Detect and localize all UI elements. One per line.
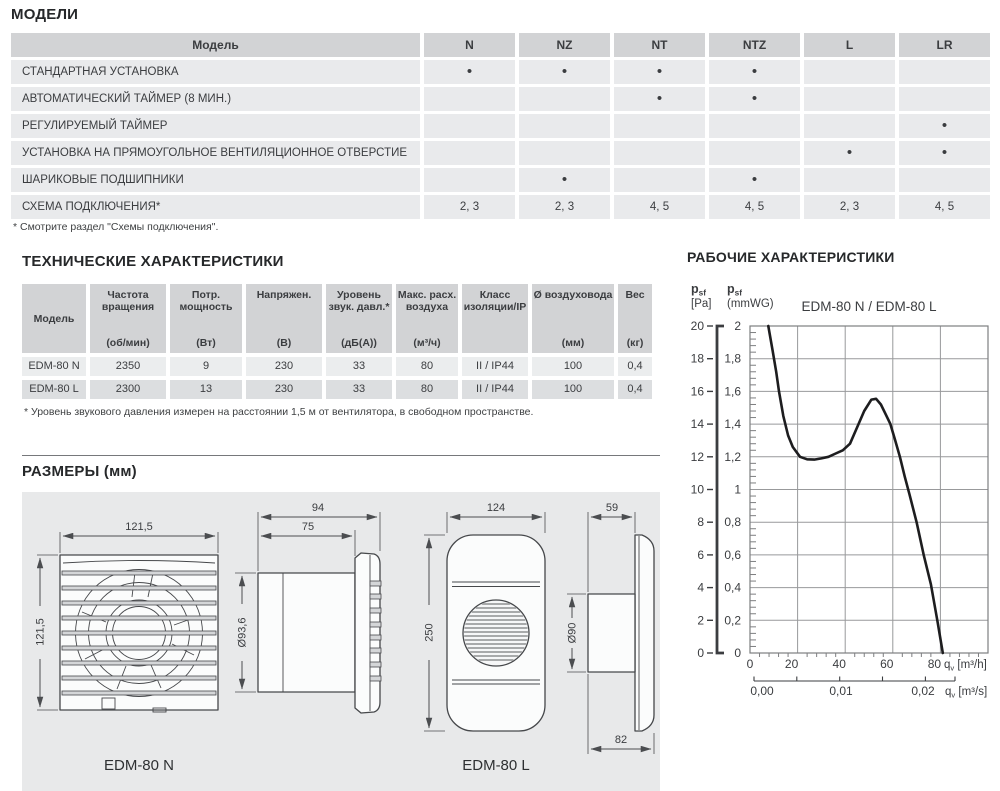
feature-cell: 4, 5 xyxy=(899,195,990,219)
tech-column-header xyxy=(462,284,528,353)
dimensions-title: РАЗМЕРЫ (мм) xyxy=(22,463,137,480)
tech-value-cell: 230 xyxy=(246,380,322,399)
edm80n-label: EDM-80 N xyxy=(103,757,175,774)
models-title: МОДЕЛИ xyxy=(11,6,79,23)
pa-tick-label: 14 xyxy=(690,417,704,432)
tech-column-header xyxy=(170,284,242,353)
mmwg-tick-label: 0,6 xyxy=(724,547,741,562)
feature-cell xyxy=(804,168,895,192)
feature-label: УСТАНОВКА НА ПРЯМОУГОЛЬНОЕ ВЕНТИЛЯЦИОННОЕ ОТВЕРСТИЕ xyxy=(11,141,420,165)
dimension-drawings xyxy=(22,492,660,791)
model-column-lr: LR xyxy=(899,33,990,57)
feature-cell: • xyxy=(614,87,705,111)
tech-column-unit: (В) xyxy=(276,337,292,349)
x-tick-label: 40 xyxy=(832,657,846,671)
x2-axis-unit: $q_v$ [m³/s] xyxy=(945,686,988,700)
x2-tick-label: 0,01 xyxy=(829,684,853,698)
x-tick-label: 20 xyxy=(784,657,799,671)
dim-l-height: 250 xyxy=(423,623,436,642)
pa-axis-bracket xyxy=(717,326,724,653)
feature-cell: • xyxy=(709,60,800,84)
x-tick-label: 0 xyxy=(746,657,754,671)
tech-row-edm-80-n xyxy=(22,357,652,376)
feature-cell: • xyxy=(424,60,515,84)
pa-tick-label: 18 xyxy=(690,351,704,366)
model-column-l: L xyxy=(804,33,895,57)
models-header-row xyxy=(11,33,990,57)
feature-cell xyxy=(519,114,610,138)
tech-column-header xyxy=(532,284,614,353)
tech-value-cell: 100 xyxy=(532,380,614,399)
tech-header-row xyxy=(22,284,652,353)
tech-column-header xyxy=(90,284,166,353)
models-row xyxy=(11,141,990,165)
tech-row-edm-80-l xyxy=(22,380,652,399)
tech-value-cell: 2350 xyxy=(90,357,166,376)
mmwg-tick-label: 0,8 xyxy=(724,515,741,530)
tech-footnote: * Уровень звукового давления измерен на расстоянии 1,5 м от вентилятора, в свободном пространстве. xyxy=(24,406,534,418)
performance-title: РАБОЧИЕ ХАРАКТЕРИСТИКИ xyxy=(687,249,895,265)
model-column-ntz: NTZ xyxy=(709,33,800,57)
edm80n-front-view xyxy=(35,521,219,774)
dim-n-width: 121,5 xyxy=(125,521,153,533)
tech-column-unit: (кг) xyxy=(626,337,644,349)
dim-n-duct-diameter: Ø93,6 xyxy=(236,617,249,648)
x2-tick-label: 0,00 xyxy=(750,684,774,698)
tech-value-cell: 230 xyxy=(246,357,322,376)
tech-column-name: Класс изоляции/IP xyxy=(463,289,527,313)
dimensions-panel xyxy=(22,492,660,791)
feature-cell: • xyxy=(709,168,800,192)
feature-cell: • xyxy=(804,141,895,165)
tech-column-name: Потр. мощность xyxy=(179,289,233,313)
mmwg-tick-label: 1,8 xyxy=(724,351,741,366)
tech-column-header xyxy=(246,284,322,353)
tech-column-unit: (мм) xyxy=(561,337,585,349)
feature-cell xyxy=(804,114,895,138)
tech-value-cell: II / IP44 xyxy=(462,357,528,376)
model-name-cell: EDM-80 L xyxy=(22,380,86,399)
tech-column-unit: (об/мин) xyxy=(106,337,150,349)
chart-title: EDM-80 N / EDM-80 L xyxy=(801,299,937,314)
edm80l-side-view xyxy=(567,502,655,754)
dim-l-width: 124 xyxy=(486,502,506,514)
models-footnote: * Смотрите раздел "Схемы подключения". xyxy=(13,221,219,233)
feature-cell xyxy=(709,141,800,165)
mmwg-tick-label: 1,6 xyxy=(724,384,741,399)
feature-cell xyxy=(424,114,515,138)
pa-tick-label: 0 xyxy=(697,646,704,660)
pa-tick-label: 16 xyxy=(690,384,704,399)
feature-cell xyxy=(424,168,515,192)
tech-column-name: Модель xyxy=(33,313,75,325)
tech-value-cell: 2300 xyxy=(90,380,166,399)
feature-cell: 2, 3 xyxy=(804,195,895,219)
models-row xyxy=(11,114,990,138)
feature-cell xyxy=(614,168,705,192)
feature-cell: • xyxy=(614,60,705,84)
models-header-model: Модель xyxy=(11,33,420,57)
feature-cell: 2, 3 xyxy=(424,195,515,219)
edm80l-label: EDM-80 L xyxy=(462,757,530,774)
x2-tick-label: 0,02 xyxy=(911,684,935,698)
tech-column-header xyxy=(22,284,86,353)
dim-l-depth-total: 82 xyxy=(614,734,628,746)
model-column-nt: NT xyxy=(614,33,705,57)
tech-value-cell: 13 xyxy=(170,380,242,399)
pa-tick-label: 4 xyxy=(697,580,704,595)
feature-label: РЕГУЛИРУЕМЫЙ ТАЙМЕР xyxy=(11,114,420,138)
model-name-cell: EDM-80 N xyxy=(22,357,86,376)
feature-cell: • xyxy=(899,114,990,138)
tech-value-cell: 9 xyxy=(170,357,242,376)
x-tick-label: 80 xyxy=(927,657,942,671)
tech-column-name: Напряжен. xyxy=(256,289,312,301)
dim-l-duct-diameter: Ø90 xyxy=(566,622,579,644)
models-row xyxy=(11,195,990,219)
mmwg-tick-label: 0,4 xyxy=(724,580,741,595)
feature-cell xyxy=(899,87,990,111)
tech-column-unit: (м³/ч) xyxy=(413,337,441,349)
section-divider xyxy=(22,455,660,456)
feature-label: ШАРИКОВЫЕ ПОДШИПНИКИ xyxy=(11,168,420,192)
feature-cell: • xyxy=(899,141,990,165)
mmwg-tick-label: 2 xyxy=(734,319,741,333)
model-column-n: N xyxy=(424,33,515,57)
tech-column-name: Уровень звук. давл.* xyxy=(328,289,390,313)
mmwg-axis-name: $p_{sf}$ xyxy=(727,282,742,298)
tech-value-cell: 33 xyxy=(326,380,392,399)
tech-value-cell: 0,4 xyxy=(618,380,652,399)
pa-axis-name: $p_{sf}$ xyxy=(691,282,706,298)
feature-cell xyxy=(519,141,610,165)
mmwg-tick-label: 1,2 xyxy=(724,449,741,464)
feature-cell xyxy=(899,168,990,192)
tech-value-cell: 33 xyxy=(326,357,392,376)
x-tick-label: 60 xyxy=(880,657,894,671)
feature-cell: • xyxy=(519,60,610,84)
pa-tick-label: 20 xyxy=(690,319,704,333)
mmwg-tick-label: 1,4 xyxy=(724,417,741,432)
feature-cell xyxy=(899,60,990,84)
tech-title: ТЕХНИЧЕСКИЕ ХАРАКТЕРИСТИКИ xyxy=(22,253,284,270)
models-row xyxy=(11,168,990,192)
tech-value-cell: 80 xyxy=(396,357,458,376)
tech-column-unit: (Вт) xyxy=(196,337,216,349)
pa-tick-label: 2 xyxy=(697,613,704,628)
feature-cell: 4, 5 xyxy=(709,195,800,219)
mmwg-tick-label: 0 xyxy=(734,646,741,660)
tech-column-unit: (дБ(А)) xyxy=(341,337,377,349)
model-column-nz: NZ xyxy=(519,33,610,57)
pa-tick-label: 10 xyxy=(690,482,704,497)
tech-table xyxy=(22,284,652,399)
edm80l-front-view xyxy=(424,502,546,774)
feature-cell: • xyxy=(709,87,800,111)
pa-tick-label: 8 xyxy=(697,515,704,530)
tech-column-name: Ø воздуховода xyxy=(533,289,613,301)
x-axis-unit: $q_v$ [m³/h] xyxy=(944,659,987,673)
tech-column-name: Частота вращения xyxy=(101,289,155,313)
tech-column-header xyxy=(326,284,392,353)
tech-value-cell: 80 xyxy=(396,380,458,399)
mmwg-tick-label: 1 xyxy=(734,482,741,497)
tech-value-cell: 100 xyxy=(532,357,614,376)
tech-column-name: Вес xyxy=(625,289,645,301)
feature-cell xyxy=(709,114,800,138)
dim-l-depth-front: 59 xyxy=(605,502,619,514)
dim-n-depth-body: 75 xyxy=(301,521,315,533)
pa-tick-label: 6 xyxy=(697,547,704,562)
feature-label: СХЕМА ПОДКЛЮЧЕНИЯ* xyxy=(11,195,420,219)
tech-value-cell: II / IP44 xyxy=(462,380,528,399)
feature-label: АВТОМАТИЧЕСКИЙ ТАЙМЕР (8 МИН.) xyxy=(11,87,420,111)
tech-column-header xyxy=(618,284,652,353)
chart-root xyxy=(691,282,988,700)
tech-column-name: Макс. расх. воздуха xyxy=(397,289,457,313)
louvers xyxy=(62,571,216,695)
feature-cell xyxy=(804,87,895,111)
models-table xyxy=(11,33,990,222)
feature-cell: 2, 3 xyxy=(519,195,610,219)
mmwg-axis-unit: (mmWG) xyxy=(727,298,774,310)
feature-cell xyxy=(804,60,895,84)
feature-cell xyxy=(424,141,515,165)
models-row xyxy=(11,87,990,111)
dim-n-depth-total: 94 xyxy=(311,502,325,514)
grille-hatch xyxy=(462,604,530,660)
performance-chart xyxy=(683,243,1000,713)
feature-cell xyxy=(424,87,515,111)
pa-axis-unit: [Pa] xyxy=(691,298,712,310)
feature-label: СТАНДАРТНАЯ УСТАНОВКА xyxy=(11,60,420,84)
feature-cell xyxy=(614,141,705,165)
feature-cell xyxy=(519,87,610,111)
mmwg-tick-label: 0,2 xyxy=(724,613,741,628)
tech-value-cell: 0,4 xyxy=(618,357,652,376)
dim-n-height: 121,5 xyxy=(34,618,47,646)
models-row xyxy=(11,60,990,84)
feature-cell: • xyxy=(519,168,610,192)
feature-cell: 4, 5 xyxy=(614,195,705,219)
pa-tick-label: 12 xyxy=(690,449,704,464)
feature-cell xyxy=(614,114,705,138)
edm80n-side-view xyxy=(235,502,381,713)
tech-column-header xyxy=(396,284,458,353)
